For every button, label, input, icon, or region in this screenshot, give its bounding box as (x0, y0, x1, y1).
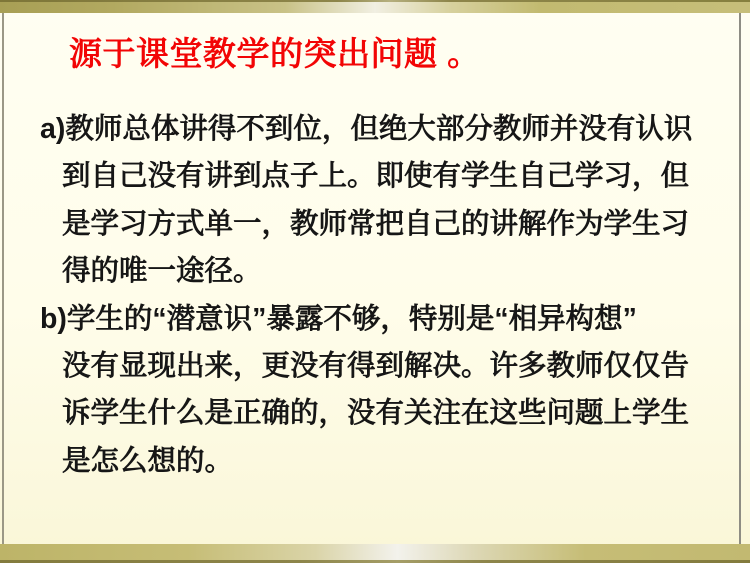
slide-body (40, 106, 730, 485)
list-item-b-line-1 (40, 296, 730, 343)
slide-title: 源于课堂教学的突出问题 。 (69, 35, 481, 72)
slide-left-border (2, 13, 4, 544)
list-item-a-line-1 (40, 106, 730, 153)
slide-bottom-border (0, 544, 750, 563)
list-item-b-line-4: 是怎么想的。 (62, 444, 234, 477)
bottom-border-metallic-band (0, 544, 750, 560)
list-item-b-line-3: 诉学生什么是正确的，没有关注在这些问题上学生 (62, 397, 690, 430)
list-item-a-line-3: 是学习方式单一，教师常把自己的讲解作为学生习 (62, 207, 690, 240)
slide-right-border (739, 13, 741, 544)
list-item-b-label: b) (40, 302, 67, 335)
list-item-a-label: a) (40, 113, 66, 145)
slide-top-border (0, 0, 750, 13)
list-item-a-line-2: 到自己没有讲到点子上。即使有学生自己学习，但 (62, 160, 690, 193)
top-border-metallic-band (0, 2, 750, 13)
list-item-a-line-4: 得的唯一途径。 (62, 255, 262, 288)
list-item-a-text: 教师总体讲得不到位，但绝大部分教师并没有认识 (65, 113, 693, 145)
list-item-b-line-2: 没有显现出来，更没有得到解决。许多教师仅仅告 (62, 349, 690, 382)
list-item-b-text: 学生的“潜意识”暴露不够，特别是“相异构想” (66, 302, 637, 335)
